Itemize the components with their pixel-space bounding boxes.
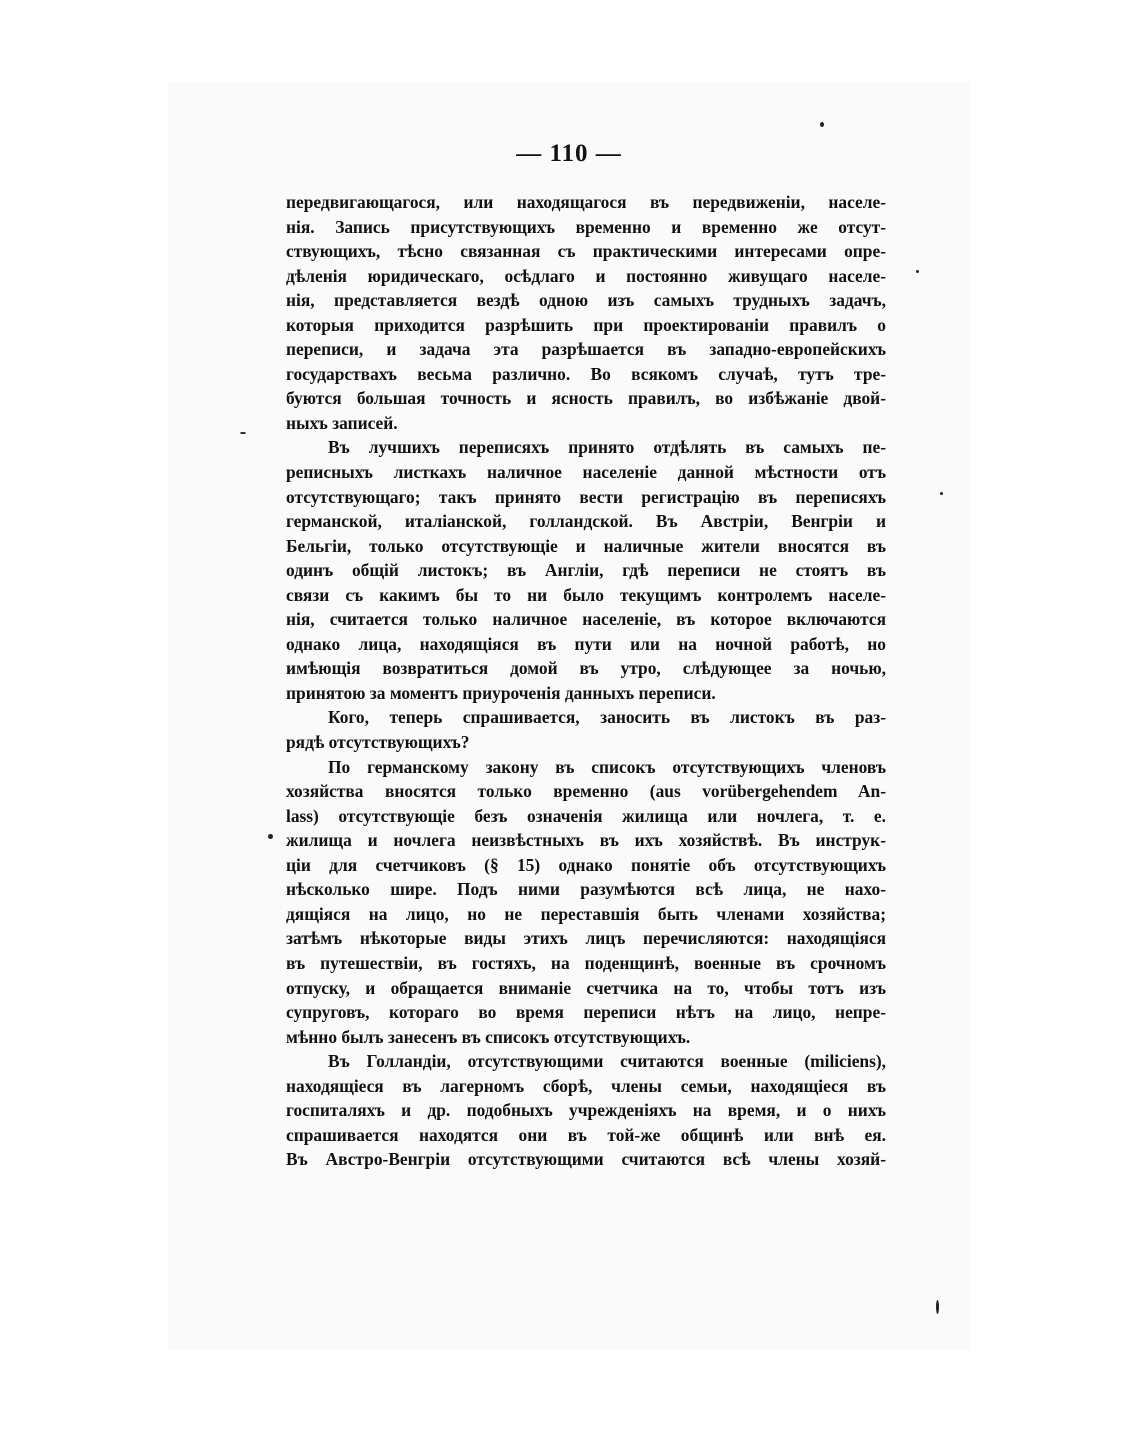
text-line: нія. Запись присутствующихъ временно и временно же отсут- <box>286 216 886 237</box>
text-line: переписи, и задача эта разрѣшается въ западно-европейскихъ <box>286 339 886 360</box>
text-line: затѣмъ нѣкоторые виды этихъ лицъ перечисляются: находящіяся <box>286 928 886 949</box>
text-line: Въ лучшихъ переписяхъ принято отдѣлять въ самыхъ пе- <box>328 437 886 458</box>
text-line: супруговъ, котораго во время переписи нѣтъ на лицо, непре- <box>286 1002 886 1023</box>
scan-speck <box>268 834 273 839</box>
text-line: По германскому закону въ списокъ отсутствующихъ членовъ <box>328 756 886 777</box>
text-line: нія, считается только наличное населеніе, въ которое включаются <box>286 609 886 630</box>
scan-speck <box>240 432 246 434</box>
text-line: ціи для счетчиковъ (§ 15) однако понятіе объ отсутствующихъ <box>286 854 886 875</box>
text-line: однако лица, находящіяся въ пути или на ночной работѣ, но <box>286 633 886 654</box>
text-line: имѣющія возвратиться домой въ утро, слѣдующее за ночью, <box>286 658 886 679</box>
text-line: отсутствующаго; такъ принято вести регистрацію въ переписяхъ <box>286 486 886 507</box>
scan-speck <box>940 492 943 495</box>
text-line: которыя приходится разрѣшить при проектированіи правилъ о <box>286 314 886 335</box>
text-line: ныхъ записей. <box>286 412 398 433</box>
text-line: мѣнно былъ занесенъ въ списокъ отсутствующихъ. <box>286 1026 691 1047</box>
text-line: въ путешествіи, въ гостяхъ, на поденщинѣ, военные въ срочномъ <box>286 952 886 973</box>
document-page <box>168 82 970 1350</box>
text-line: спрашивается находятся они въ той-же общинѣ или внѣ ея. <box>286 1124 886 1145</box>
text-line: нѣсколько шире. Подъ ними разумѣются всѣ лица, не нахо- <box>286 879 886 900</box>
text-line: хозяйства вносятся только временно (aus vorübergehendem An- <box>286 781 886 802</box>
text-line: Кого, теперь спрашивается, заносить въ листокъ въ раз- <box>328 707 886 728</box>
scan-speck <box>916 270 919 273</box>
text-line: буются большая точность и ясность правилъ, во избѣжаніе двой- <box>286 388 886 409</box>
text-line: связи съ какимъ бы то ни было текущимъ контролемъ населе- <box>286 584 886 605</box>
text-line: передвигающагося, или находящагося въ передвиженіи, населе- <box>286 192 886 212</box>
text-line: Въ Австро-Венгріи отсутствующими считаются всѣ члены хозяй- <box>286 1149 886 1170</box>
text-line: рядѣ отсутствующихъ? <box>286 732 470 753</box>
text-line: реписныхъ листкахъ наличное населеніе данной мѣстности отъ <box>286 462 886 483</box>
text-line: государствахъ весьма различно. Во всякомъ случаѣ, тутъ тре- <box>286 363 886 384</box>
text-line: ствующихъ, тѣсно связанная съ практическими интересами опре- <box>286 241 886 262</box>
text-line: германской, италіанской, голландской. Въ Австріи, Венгріи и <box>286 511 886 532</box>
text-line: находящіеся въ лагерномъ сборѣ, члены семьи, находящіеся въ <box>286 1075 886 1096</box>
text-line: отпуску, и обращается вниманіе счетчика на то, чтобы тотъ изъ <box>286 977 886 998</box>
text-line: нія, представляется вездѣ одною изъ самыхъ трудныхъ задачъ, <box>286 290 886 311</box>
text-line: дящіяся на лицо, но не переставшія быть членами хозяйства; <box>286 903 886 924</box>
scan-speck <box>820 122 824 127</box>
text-line: Въ Голландіи, отсутствующими считаются военные (miliciens), <box>328 1051 886 1072</box>
text-line: lass) отсутствующіе безъ означенія жилища или ночлега, т. е. <box>286 805 886 826</box>
page-number: — 110 — <box>516 140 622 167</box>
text-line: Бельгіи, только отсутствующіе и наличные жители вносятся въ <box>286 535 886 556</box>
text-line: госпиталяхъ и др. подобныхъ учрежденіяхъ на время, и о нихъ <box>286 1100 886 1121</box>
text-line: жилища и ночлега неизвѣстныхъ въ ихъ хозяйствѣ. Въ инструк- <box>286 830 886 851</box>
body-text <box>286 190 886 1172</box>
scan-speck <box>936 1300 939 1314</box>
text-line: принятою за моментъ приуроченія данныхъ переписи. <box>286 682 716 703</box>
text-line: одинъ общій листокъ; въ Англіи, гдѣ переписи не стоятъ въ <box>286 560 886 581</box>
text-line: дѣленія юридическаго, осѣдлаго и постоянно живущаго населе- <box>286 265 886 286</box>
